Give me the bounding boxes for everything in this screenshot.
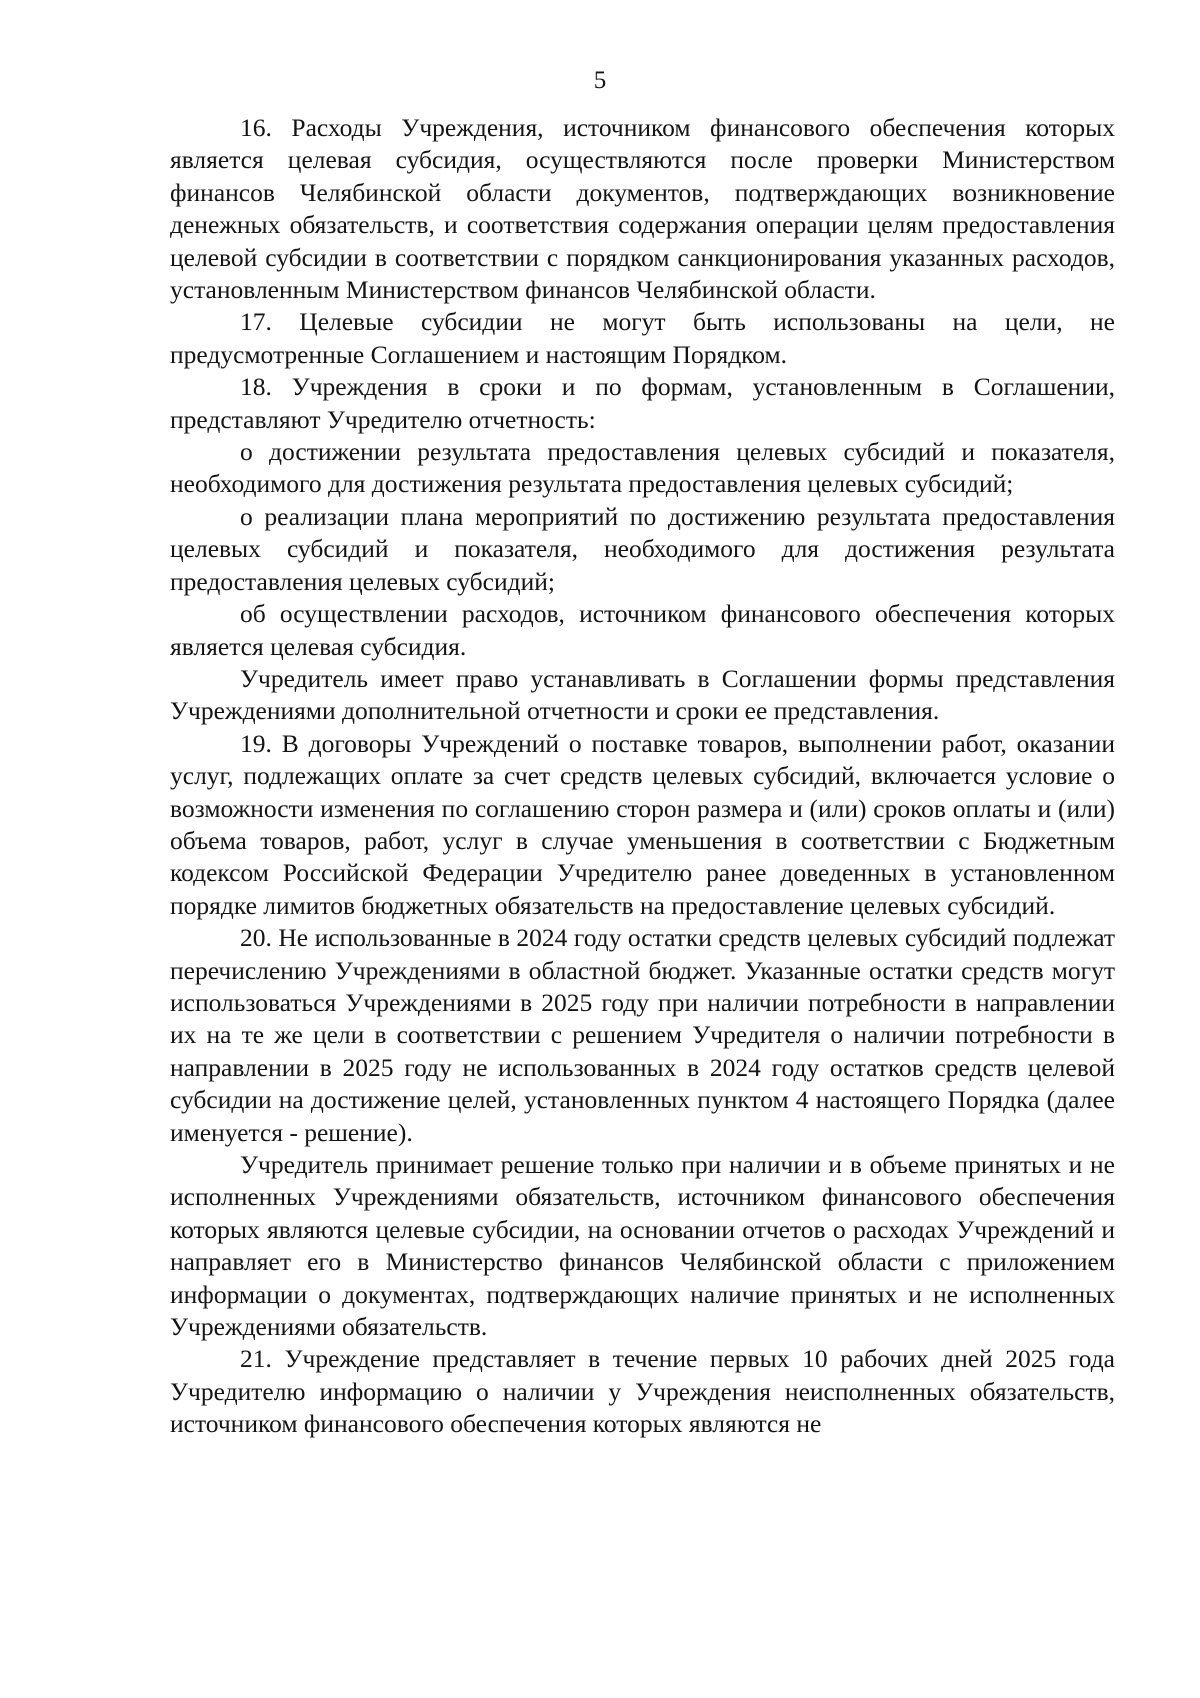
document-body	[170, 112, 1115, 1441]
paragraph-20: 20. Не использованные в 2024 году остатки средств целевых субсидий подлежат перечислению Учреждениями в областной бюджет. Указанные остатки средств могут использоваться Учреждениями в 2025 году при наличии потребности в направлении их на те же цели в соответствии с решением Учредителя о наличии потребности в направлении в 2025 году не использованных в 2024 году остатков средств целевой субсидии на достижение целей, установленных пунктом 4 настоящего Порядка (далее именуется - решение).	[170, 923, 1115, 1147]
paragraph-20-decision: Учредитель принимает решение только при наличии и в объеме принятых и не исполненных Учреждениями обязательств, источником финансового обеспечения которых являются целевые субсидии, на основании отчетов о расходах Учреждений и направляет его в Министерство финансов Челябинской области с приложением информации о документах, подтверждающих наличие принятых и не исполненных Учреждениями обязательств.	[170, 1150, 1115, 1342]
page-number: 5	[593, 67, 607, 94]
paragraph-18-founder-right: Учредитель имеет право устанавливать в Соглашении формы представления Учреждениями дополнительной отчетности и сроки ее представления.	[170, 663, 1115, 726]
paragraph-19: 19. В договоры Учреждений о поставке товаров, выполнении работ, оказании услуг, подлежащих оплате за счет средств целевых субсидий, включается условие о возможности изменения по соглашению сторон размера и (или) сроков оплаты и (или) объема товаров, работ, услуг в случае уменьшения в соответствии с Бюджетным кодексом Российской Федерации Учредителю ранее доведенных в установленном порядке лимитов бюджетных обязательств на предоставление целевых субсидий.	[170, 728, 1115, 920]
paragraph-18-item-plan: о реализации плана мероприятий по достижению результата предоставления целевых субсидий и показателя, необходимого для достижения результата предоставления целевых субсидий;	[170, 501, 1115, 596]
paragraph-17: 17. Целевые субсидии не могут быть использованы на цели, не предусмотренные Соглашением и настоящим Порядком.	[170, 307, 1115, 369]
paragraph-21: 21. Учреждение представляет в течение первых 10 рабочих дней 2025 года Учредителю информацию о наличии у Учреждения неисполненных обязательств, источником финансового обеспечения которых являются не	[170, 1344, 1115, 1439]
paragraph-16: 16. Расходы Учреждения, источником финансового обеспечения которых является целевая субсидия, осуществляются после проверки Министерством финансов Челябинской области документов, подтверждающих возникновение денежных обязательств, и соответствия содержания операции целям предоставления целевой субсидии в соответствии с порядком санкционирования указанных расходов, установленным Министерством финансов Челябинской области.	[170, 113, 1115, 305]
paragraph-18-item-result: о достижении результата предоставления целевых субсидий и показателя, необходимого для достижения результата предоставления целевых субсидий;	[170, 437, 1115, 499]
paragraph-18-item-expenses: об осуществлении расходов, источником финансового обеспечения которых является целевая субсидия.	[170, 599, 1115, 661]
paragraph-18: 18. Учреждения в сроки и по формам, установленным в Соглашении, представляют Учредителю отчетность:	[170, 372, 1115, 434]
